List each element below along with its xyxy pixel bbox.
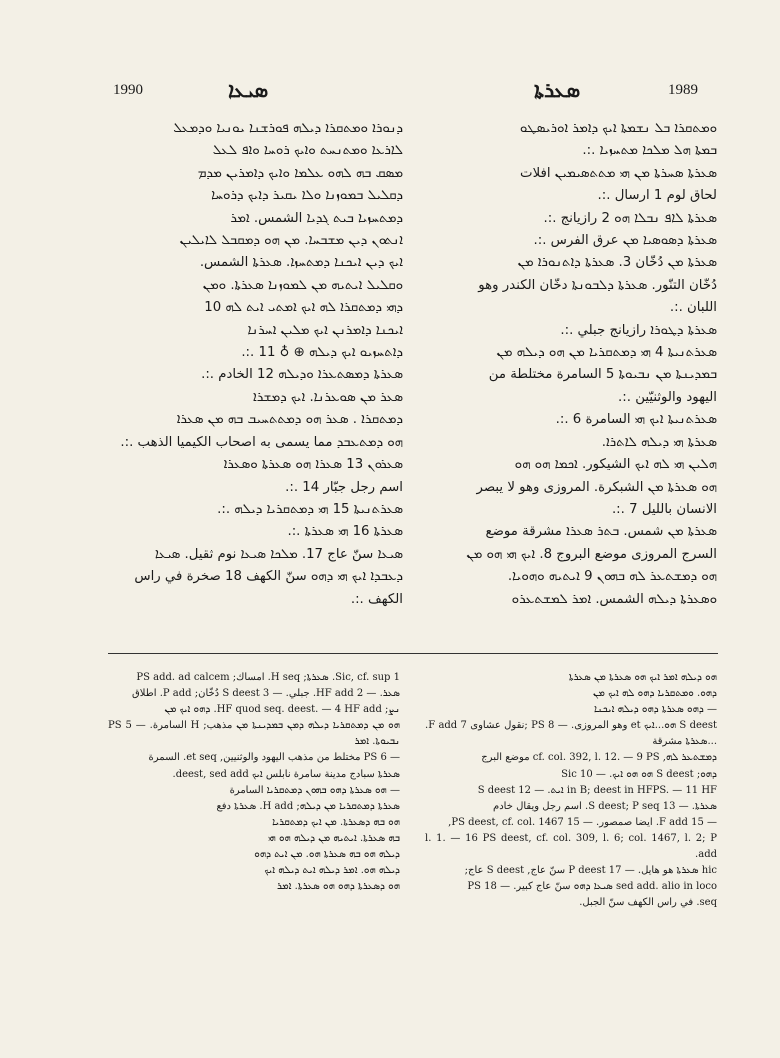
text-line: ܣܥܪܬܐ ܣܚܪܬܐ ܡܢ ܗܝ ܡܬܬܣܝܡܝܢ افلات: [520, 165, 717, 181]
text-line: ܘܡܬܩܪܐ ܒܠ ܢܫܡܬܐ ܐܝܟ ܕܐܡܪ ܐܘܪܝܣܛܘ: [519, 121, 717, 136]
text-line: ܠܐܪܥܐ ܘܡܬܢܚܬ ܘܐܝܟ ܪܘܚܐ ܘܐܦ ܠܥܠ: [212, 143, 403, 159]
text-line: اليهود والوثنيّين .:.: [618, 389, 717, 405]
footnote-line: ܗܘ ܕܣܥܪܬܐ ܕܗܘ ܗܘ ܣܥܪܬܐ. ܐܡܪ: [277, 881, 400, 893]
text-line: ܣܥܪܬܢܝܬܐ 15 ܗܝ ܕܡܬܩܪܝܐ ܕܝܠܗ .:.: [217, 501, 403, 517]
footnote-line: — ܕܗܘ ܣܥܪܬܐ ܕܗܘ ܕܝܠܗ ܐܝܟܢܐ: [593, 704, 717, 716]
text-line: ܣܥܪܬܢܝܬܐ ܐܝܟ ܗܝ السامرة 6 .:.: [555, 412, 717, 428]
footnote-line: ܣܥܪܬܐ ܕܡܬܩܪܝܐ ܡܢ ܕܝܠܗ; H add. ܣܥܪܬܐ دفع: [216, 800, 400, 812]
text-line: الانسان بالليل 7 .:.: [611, 501, 717, 517]
text-line: ܣܥܪܬܐ ܡܢ دُخّان 3. ܣܥܪܬܐ ܕܐܬܢܘܪܐ ܡܢ: [517, 255, 717, 271]
footnote-line: seq. في راس الكهف سنّ الجبل.: [579, 897, 717, 909]
text-line: ܣܝܥܐ سنّ عاج 17. ܡܠܟܐ ܣܝܥܐ نوم ثقيل. ܣܝܥܐ: [154, 546, 403, 562]
text-line: ܒܡܬܐ ܗܠ ܡܠܟܐ ܡܬܚܙܝܐ .:.: [582, 143, 717, 159]
footnote-line: ܕܡܫܬܥܪ ܠܗ, cf. col. 392, l. 12. — 9 PS موضع البرج: [481, 752, 717, 764]
text-line: ܣܥܪܬܐ ܗܝ ܕܝܠܗ ܠܐܬܪܐ.: [601, 434, 717, 450]
footnote-line: ܗܘ ܡܢ ܕܡܬܩܪܝܐ ܕܝܠܗ ܕܡܢ ܒܡܕܝܢܬܐ ܡܢ مذهب; H السامرة. — 5 PS ܢܒܝܘܬܐ. ܐܡܪ: [108, 720, 401, 748]
text-line: ܘܣܥܪܬܐ ܕܝܠܗ الشمس. ܐܡܪ ܠܡܫܬܥܪܘ: [511, 591, 717, 607]
text-line: ܒܡܕܝܢܬܐ ܡܢ ܢܒܝܘܬܐ 5 السامرة مختلطة من: [488, 367, 717, 383]
text-line: ܣܥܪܬܐ ܕܡܣܬܥܪܐ ܘܕܝܠܗ 12 الخادم .:.: [201, 367, 403, 383]
text-line: ܗܠܝܢ ܗܝ ܠܗ ܐܝܟ الشيكور. ܐܟܡܐ ܗܘ ܗܘ: [514, 457, 717, 473]
footnote-line: ܗܘ ܕܝܠܗ ܐܡܪ ܐܝܟ ܗܘ ܣܥܪܬܐ ܡܢ ܣܥܪܬܐ: [568, 672, 717, 683]
text-line: ܣܥܪܘܢ 13 ܣܥܪܐ ܗܘ ܣܥܪܬܐ ܘܣܥܪܐ: [223, 457, 403, 473]
footnote-line: — 15 F add. ايضا صمصور. — 15 PS deest, cf. col. 1467,: [448, 816, 717, 828]
footnote-line: ܢܨ; HF quod seq. deest. — 4 HF add. ܕܗܘ ܐܝܟ ܡܢ: [164, 704, 400, 716]
page-header: [0, 78, 780, 108]
text-line: ܕܡܬܩܪܐ . ܣܥܪ ܗܘ ܕܡܬܬܚܝܒ ܒܗ ܡܢ ܣܥܪܐ: [176, 412, 403, 428]
text-line: ܕܡܬܚܙܝܐ ܒܝܬ ܓܕܝܐ الشمس. ܐܡܪ: [230, 210, 403, 226]
footnote-line: ܕܝܠܗ ܗܘ. ܐܡܪ ܕܝܠܗ ܐܝܬ ܕܝܠܗ ܐܝܟ: [264, 865, 400, 877]
footnote-line: ܣܥܪ. — 2 HF add. جبلي. — 3 S deest دُخّان; P add. اطلاق: [132, 688, 400, 700]
text-line: ܣܥܪܬܐ ܠܐܦ ܢܒܠܐ ܗܘ 2 رازيانج .:.: [543, 210, 717, 226]
text-line: دُخّان التنّور. ܣܥܪܬܐ ܕܠܒܘܢܬܐ دخّان الكندر وهو: [478, 277, 717, 293]
text-line: ܣܥܪܬܐ ܕܣܘܣܝܐ ܡܢ عرق الفرس .:.: [533, 233, 717, 249]
text-line: ܣܥܪܬܐ ܡܢ شمس. ܒܬܪ ܣܥܪܐ مشرقة موضع: [485, 524, 717, 540]
text-line: السرج المروزى موضع البروج 8. ܐܝܟ ܗܝ ܗܘ ܡܢ: [466, 546, 717, 562]
footnote-line: l. 1. — 16 PS deest, cf. col. 309, l. 6; col. 1467, l. 2; P add.: [425, 832, 717, 861]
text-line: ܣܥܪܬܐ ܕܛܘܪܐ رازيانج جبلي .:.: [560, 322, 717, 338]
text-line: اللبان .:.: [669, 300, 717, 316]
text-line: ܕܗܝ ܕܡܬܩܪܐ ܠܗ ܐܝܟ ܐܡܬܝ ܐܝܬ ܠܗ 10: [204, 300, 403, 316]
text-line: ܐܝܟ ܕܝܢ ܐܝܟܢܐ ܕܡܬܚܙܐ. ܣܥܪܬܐ الشمس.: [199, 255, 403, 271]
text-line: ܣܥܪܬܢܝܬܐ 4 ܗܝ ܕܡܬܩܪܝܐ ܡܢ ܗܘ ܕܝܠܗ ܡܢ: [496, 345, 717, 361]
text-line: ܐܝܟܢܐ ܕܐܡܪܢܢ ܐܝܟ ܡܠܝܢ ܐܚܪܢܐ: [247, 322, 403, 338]
text-line: ܐܢܬܘܢ ܕܝܢ ܡܫܒܚܐ. ܡܢ ܗܘ ܕܡܩܒܠ ܠܐܝܠܝܢ: [179, 233, 403, 249]
footnote-line: — ܗܘ ܣܥܪܬܐ ܕܗܘ ܒܗܘܢ ܕܡܬܩܪܝܐ السامرة: [229, 784, 400, 796]
right-text-column: [423, 118, 717, 611]
left-footnotes-column: [108, 670, 400, 895]
text-line: لحاق لوم 1 ارسال .:.: [597, 188, 717, 204]
text-line: ܡܣܩ ܒܗ ܠܗܘ ܥܠܡܐ ܘܐܝܟ ܕܐܡܪܝܢ ܡܕܡ: [197, 165, 403, 181]
footnote-line: in B; deest in HFPS. — 11 HF ܐܝܬ. — 12 S deest: [477, 784, 717, 796]
footnote-line: ܒܗ ܣܥܪܬܐ. ܐܝܬܝܗ ܡܢ ܕܝܠܗ ܗܘ ܗܝ: [268, 832, 400, 844]
footnote-line: ܕܗܘ. ܘܡܬܩܪܝܐ ܕܗܘ ܠܗ ܐܝܟ ܡܢ: [592, 688, 717, 700]
right-running-headword: ܣܥܪܬܐ: [534, 78, 581, 102]
footnote-line: S deest ܗܘ...ܐܝܟ et وهو المروزى. — 8 PS ;نقول عشاوى 7 F add. ...ܣܥܪܬܐ مشرقة: [425, 720, 717, 748]
footnote-line: ܣܥܪܬܐ سبادج مدينة سامرة نابلس ܐܝܟ deest, sed add.: [172, 768, 400, 780]
left-text-column: [108, 118, 403, 611]
footnote-line: ܕܝܠܗ ܗܘ ܒܗ ܣܥܪܬܐ ܗܘ. ܡܢ ܐܝܬ ܕܗܘ: [254, 849, 400, 861]
text-line: الكهف .:.: [350, 591, 403, 607]
text-line: ܗܘ ܕܡܫܬܥܪ ܠܗ ܒܗܘܢ 9 ܐܝܬܝܗ ܘܗܘܝܐ.: [507, 569, 717, 585]
text-line: ܣܥܪܬܐ 16 ܗܝ ܣܥܪܬܐ .:.: [287, 524, 403, 540]
right-page-number: 1989: [668, 82, 698, 98]
text-line: ܘܩܠܝܠ ܐܝܬܝܗ ܡܢ ܠܡܘܙܢܐ ܣܥܪܬܐ. ܘܡܢ: [202, 277, 403, 293]
text-line: ܕܢܘܪܐ ܘܡܬܩܪܐ ܕܝܠܗ ܦܘܪܫܢܐ ܝܘܢܝܐ ܘܕܡܥܠ: [173, 121, 403, 136]
left-page-number: 1990: [113, 82, 143, 98]
footnote-line: ܣܥܪܬܐ. — 13 S deest; P seq. اسم رجل ويقال خادم: [493, 800, 717, 812]
text-line: ܣܥܪ ܡܢ ܣܘܥܪܢܐ. ܐܝܟ ܕܡܫܪܐ: [252, 389, 403, 405]
text-line: اسم رجل جبّار 14 .:.: [285, 479, 403, 495]
text-line: ܗܘ ܣܥܪܬܐ ܡܢ الشبكرة. المروزى وهو لا يبصر: [476, 479, 717, 495]
footnote-separator-rule: [108, 653, 718, 654]
footnote-line: — 6 PS مختلط من مذهب اليهود والوثنيين, et seq. السمرة: [148, 752, 400, 764]
footnote-line: sed add. alio in loco ܣܝܥܐ ܕܗܘ سنّ عاج كبير. — 18 PS: [467, 881, 717, 893]
text-line: ܗܘ ܕܡܬܥܒܕ مما يسمى به اصحاب الكيميا الذهب .:.: [120, 434, 403, 450]
footnote-line: ܕܗܘ; S deest ܗܘ ܗܘ ܐܝܟ. — 10 Sic: [561, 768, 717, 780]
footnote-line: 1 Sic, cf. sup. ܣܥܪܬܐ; H seq. امساك; PS add. ad calcem: [136, 672, 400, 683]
text-line: ܕܥܒܕܐ ܐܝܟ ܗܝ ܕܗܘ سنّ الكهف 18 صخرة في راس: [134, 569, 403, 585]
right-footnotes-column: [425, 670, 717, 911]
left-running-headword: ܣܝܥܐ: [228, 78, 269, 102]
footnote-line: hic ܣܥܪܬܐ هو هايل. — 17 P deest سنّ عاج, S deest عاج;: [464, 865, 717, 877]
text-line: ܕܩܠܝܠ ܒܡܘܙܢܐ ܘܠܐ ܝܩܝܪ ܕܐܝܟ ܕܪܘܚܐ: [211, 188, 403, 204]
text-line: ܕܐܬܚܙܝܘ ܐܝܟ ܕܝܠܗ ⊕ ♁ 11 .:.: [241, 345, 403, 361]
footnote-line: ܗܘ ܒܗ ܕܣܥܪܬܐ. ܡܢ ܐܝܟ ܕܡܬܩܪܝܐ: [272, 816, 400, 828]
